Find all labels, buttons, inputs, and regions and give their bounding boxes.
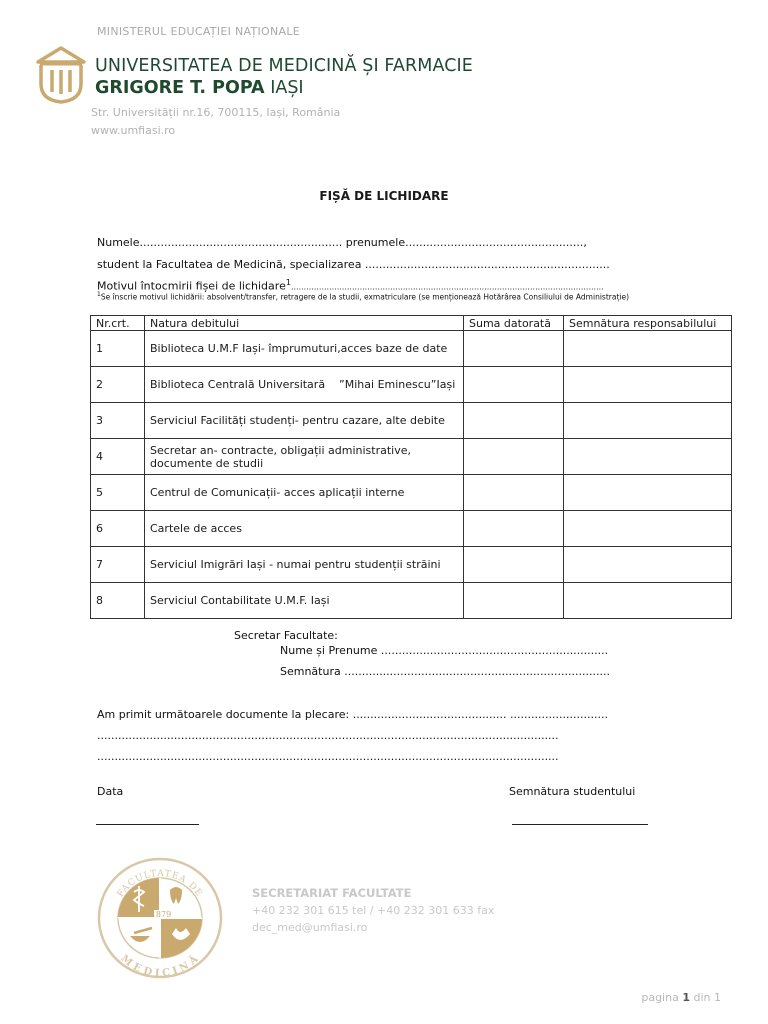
- documents-line-2[interactable]: ....................................................................................................................................: [97, 729, 559, 742]
- row-number: 3: [91, 403, 145, 439]
- clearance-table: [90, 315, 732, 619]
- table-row: [91, 511, 732, 547]
- signature-cell[interactable]: [564, 583, 732, 619]
- student-signature-label: Semnătura studentului: [509, 785, 636, 798]
- table-row: [91, 583, 732, 619]
- table-row: [91, 331, 732, 367]
- row-number: 4: [91, 439, 145, 475]
- document-title: FIȘĂ DE LICHIDARE: [319, 189, 449, 203]
- faculty-email[interactable]: dec_med@umfiasi.ro: [252, 921, 368, 934]
- signature-cell[interactable]: [564, 547, 732, 583]
- footnote-number: 1: [97, 291, 101, 298]
- amount-cell[interactable]: [464, 547, 564, 583]
- table-row: [91, 475, 732, 511]
- date-label: Data: [97, 785, 124, 798]
- signature-cell[interactable]: [564, 511, 732, 547]
- amount-cell[interactable]: [464, 367, 564, 403]
- page-indicator: [641, 991, 721, 1004]
- secretary-signature-line[interactable]: Semnătura ............................................................................: [280, 665, 610, 678]
- signature-cell[interactable]: [564, 331, 732, 367]
- row-number: 2: [91, 367, 145, 403]
- col-header-nr: Nr.crt.: [91, 316, 145, 331]
- debt-nature: Biblioteca Centrală Universitară ”Mihai Eminescu”Iași: [145, 367, 464, 403]
- debt-nature: Secretar an- contracte, obligații administrative, documente de studii: [145, 439, 464, 475]
- faculty-secretariat-title: SECRETARIAT FACULTATE: [252, 886, 412, 900]
- table-header-row: [91, 316, 732, 331]
- row-number: 5: [91, 475, 145, 511]
- debt-nature: Cartele de acces: [145, 511, 464, 547]
- signature-cell[interactable]: [564, 403, 732, 439]
- university-name-bold: GRIGORE T. POPA: [95, 78, 265, 98]
- seal-year: 1879: [150, 910, 172, 919]
- university-city: IAȘI: [270, 78, 304, 98]
- faculty-phone: +40 232 301 615 tel / +40 232 301 633 fax: [252, 904, 495, 917]
- page-prefix: pagina: [641, 991, 679, 1004]
- col-header-amount: Suma datorată: [464, 316, 564, 331]
- amount-cell[interactable]: [464, 511, 564, 547]
- amount-cell[interactable]: [464, 403, 564, 439]
- specialization-field-line[interactable]: student la Facultatea de Medicină, specializarea ......................................................................: [97, 258, 610, 271]
- col-header-signature: Semnătura responsabilului: [564, 316, 732, 331]
- row-number: 7: [91, 547, 145, 583]
- university-name: UNIVERSITATEA DE MEDICINĂ ȘI FARMACIE: [95, 56, 473, 76]
- documents-received-line[interactable]: Am primit următoarele documente la plecare: ............................................ ............................: [97, 708, 608, 721]
- amount-cell[interactable]: [464, 475, 564, 511]
- seal-top-text: FACULTATEA DE: [115, 868, 205, 900]
- reason-footnote: [97, 291, 629, 302]
- university-website[interactable]: www.umfiasi.ro: [91, 124, 176, 137]
- ministry-name: MINISTERUL EDUCAȚIEI NAȚIONALE: [97, 25, 301, 38]
- footnote-text: Se înscrie motivul lichidării: absolvent/transfer, retragere de la studii, exmatriculare (se menționează Hotărârea Consiliului de Administrație): [100, 292, 630, 302]
- page-total: 1: [714, 991, 721, 1004]
- signature-cell[interactable]: [564, 439, 732, 475]
- debt-nature: Centrul de Comunicații- acces aplicații interne: [145, 475, 464, 511]
- debt-nature: Serviciul Facilități studenți- pentru cazare, alte debite: [145, 403, 464, 439]
- debt-nature: Serviciul Imigrări Iași - numai pentru studenții străini: [145, 547, 464, 583]
- table-row: [91, 547, 732, 583]
- table-row: [91, 439, 732, 475]
- date-signature-line[interactable]: [96, 824, 199, 825]
- reason-footnote-ref: 1: [285, 278, 291, 287]
- student-signature-line[interactable]: [512, 824, 648, 825]
- signature-cell[interactable]: [564, 367, 732, 403]
- amount-cell[interactable]: [464, 331, 564, 367]
- debt-nature: Serviciul Contabilitate U.M.F. Iași: [145, 583, 464, 619]
- seal-bottom-text: MEDICINĂ: [118, 952, 202, 980]
- row-number: 1: [91, 331, 145, 367]
- row-number: 6: [91, 511, 145, 547]
- signature-cell[interactable]: [564, 475, 732, 511]
- page-separator: din: [693, 991, 711, 1004]
- table-row: [91, 403, 732, 439]
- university-subtitle: [95, 78, 304, 98]
- secretary-name-line[interactable]: Nume și Prenume .................................................................: [280, 644, 609, 657]
- table-row: [91, 367, 732, 403]
- faculty-seal-icon: [96, 856, 224, 980]
- col-header-nature: Natura debitului: [145, 316, 464, 331]
- name-field-line[interactable]: Numele.......................................................... prenumele...................................................,: [97, 236, 587, 249]
- documents-line-3[interactable]: ....................................................................................................................................: [97, 750, 559, 763]
- amount-cell[interactable]: [464, 439, 564, 475]
- reason-label: Motivul întocmirii fișei de lichidare: [97, 279, 286, 293]
- university-logo-icon: [36, 44, 86, 104]
- university-address: Str. Universității nr.16, 700115, Iași, România: [91, 106, 341, 119]
- page-current: 1: [682, 991, 690, 1004]
- row-number: 8: [91, 583, 145, 619]
- amount-cell[interactable]: [464, 583, 564, 619]
- reason-dots: ...........................................................................................................................: [290, 282, 604, 292]
- debt-nature: Biblioteca U.M.F Iași- împrumuturi,acces baze de date: [145, 331, 464, 367]
- secretary-label: Secretar Facultate:: [234, 629, 338, 642]
